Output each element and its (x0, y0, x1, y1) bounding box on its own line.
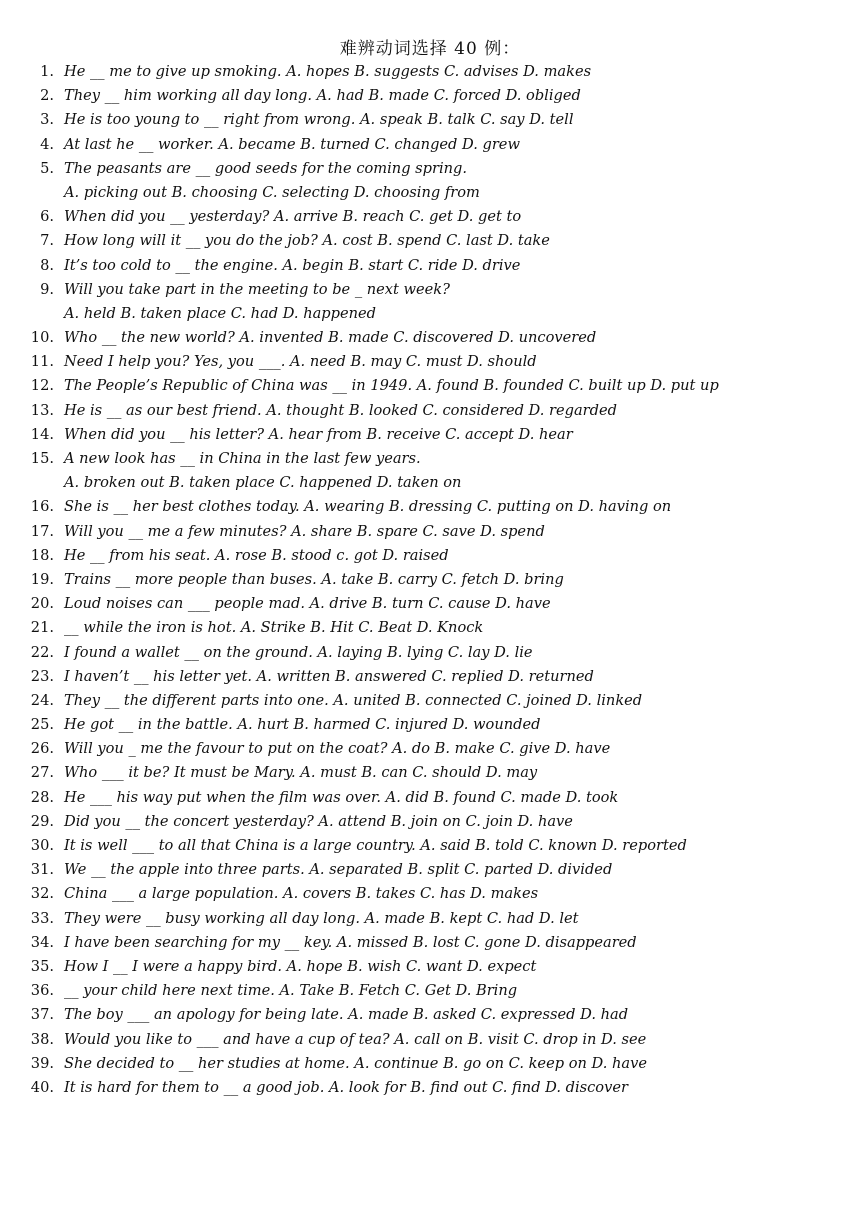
question-text: It is hard for them to __ a good job. A. look for B. find out C. find D. discover (64, 1078, 628, 1096)
question-number: 27. (30, 764, 54, 782)
question-line (0, 689, 860, 713)
question-number: 25. (30, 716, 54, 734)
question-line (0, 544, 860, 568)
question-text: It is well ___ to all that China is a large country. A. said B. told C. known D. reported (64, 837, 687, 854)
question-number: 2. (40, 87, 54, 105)
question-line (0, 858, 860, 882)
question-text: I have been searching for my __ key. A. missed B. lost C. gone D. disappeared (64, 933, 637, 951)
question-text: Who ___ it be? It must be Mary. A. must B. can C. should D. may (64, 764, 538, 782)
question-number: 39. (30, 1054, 54, 1072)
question-number: 36. (30, 982, 54, 1000)
question-line (0, 1003, 860, 1027)
question-line (0, 616, 860, 640)
question-number: 34. (30, 933, 54, 951)
question-number: 4. (40, 135, 54, 153)
question-text: He got __ in the battle. A. hurt B. harmed C. injured D. wounded (64, 716, 541, 734)
question-text: Loud noises can ___ people mad. A. drive B. turn C. cause D. have (64, 595, 551, 613)
question-text: They __ him working all day long. A. had B. made C. forced D. obliged (64, 87, 581, 105)
question-number: 29. (30, 812, 54, 830)
question-number: 18. (30, 546, 54, 564)
question-text: Need I help you? Yes, you ___. A. need B. may C. must D. should (64, 353, 537, 371)
question-number: 11. (30, 353, 54, 371)
question-text: He is __ as our best friend. A. thought B. looked C. considered D. regarded (64, 401, 617, 419)
question-text: She decided to __ her studies at home. A. continue B. go on C. keep on D. have (64, 1054, 647, 1072)
question-number: 31. (30, 861, 54, 879)
question-line (0, 520, 860, 544)
question-line (0, 1076, 860, 1100)
question-text: The peasants are __ good seeds for the coming spring. (64, 159, 468, 177)
question-line (0, 278, 860, 302)
question-text: Would you like to ___ and have a cup of tea? A. call on B. visit C. drop in D. see (64, 1030, 647, 1048)
question-number: 7. (40, 232, 54, 250)
question-number: 15. (30, 450, 54, 467)
question-line (0, 181, 860, 205)
question-number: 24. (30, 691, 54, 709)
question-line (0, 423, 860, 447)
question-number: 6. (40, 208, 54, 226)
question-number: 21. (30, 619, 54, 637)
question-line (0, 254, 860, 278)
question-line (0, 931, 860, 955)
question-text: How I __ I were a happy bird. A. hope B. wish C. want D. expect (64, 957, 537, 975)
question-list (0, 60, 860, 1100)
question-number: 22. (30, 643, 54, 661)
question-number: 5. (40, 159, 54, 177)
question-text: Who __ the new world? A. invented B. made C. discovered D. uncovered (64, 329, 597, 347)
question-text: I haven’t __ his letter yet. A. written B. answered C. replied D. returned (64, 667, 594, 685)
question-number: 40. (30, 1078, 54, 1096)
question-text: He __ me to give up smoking. A. hopes B. suggests C. advises D. makes (64, 63, 592, 80)
question-number: 32. (30, 885, 54, 903)
page-title: 难辨动词选择 40 例： (339, 39, 521, 59)
question-line (0, 302, 860, 326)
question-line (0, 108, 860, 132)
question-line (0, 882, 860, 906)
question-text: They __ the different parts into one. A. united B. connected C. joined D. linked (64, 691, 643, 709)
question-line (0, 60, 860, 84)
question-text: When did you __ his letter? A. hear from B. receive C. accept D. hear (64, 425, 573, 443)
question-line (0, 665, 860, 689)
question-line (0, 568, 860, 592)
question-text: I found a wallet __ on the ground. A. laying B. lying C. lay D. lie (64, 643, 533, 661)
question-line (0, 834, 860, 858)
question-text: A new look has __ in China in the last few years. (64, 450, 421, 467)
question-text: __ your child here next time. A. Take B. Fetch C. Get D. Bring (64, 982, 518, 1000)
question-line (0, 955, 860, 979)
question-text: It’s too cold to __ the engine. A. begin B. start C. ride D. drive (64, 256, 521, 274)
question-text: He ___ his way put when the film was over. A. did B. found C. made D. took (64, 788, 619, 806)
question-number: 10. (30, 329, 54, 347)
question-line (0, 1052, 860, 1076)
question-line (0, 737, 860, 761)
question-number: 38. (30, 1030, 54, 1048)
question-line (0, 447, 860, 471)
question-number: 35. (30, 957, 54, 975)
question-text: How long will it __ you do the job? A. cost B. spend C. last D. take (64, 232, 550, 250)
question-number: 30. (30, 837, 54, 854)
question-text: The boy ___ an apology for being late. A. made B. asked C. expressed D. had (64, 1006, 629, 1024)
question-text: A. picking out B. choosing C. selecting D. choosing from (64, 183, 480, 201)
question-text: Did you __ the concert yesterday? A. attend B. join on C. join D. have (64, 812, 573, 830)
question-number: 16. (30, 498, 54, 516)
question-number: 14. (30, 425, 54, 443)
question-number: 20. (30, 595, 54, 613)
question-line (0, 810, 860, 834)
question-text: Will you _ me the favour to put on the coat? A. do B. make C. give D. have (64, 740, 611, 758)
question-line (0, 374, 860, 398)
question-number: 12. (30, 377, 54, 395)
question-text: He __ from his seat. A. rose B. stood c. got D. raised (64, 546, 449, 564)
question-text: China ___ a large population. A. covers B. takes C. has D. makes (64, 885, 539, 903)
question-text: At last he __ worker. A. became B. turned C. changed D. grew (64, 135, 520, 153)
question-line (0, 495, 860, 519)
question-line (0, 229, 860, 253)
question-number: 28. (30, 788, 54, 806)
question-text: We __ the apple into three parts. A. separated B. split C. parted D. divided (64, 861, 613, 879)
question-line (0, 761, 860, 785)
question-text: She is __ her best clothes today. A. wearing B. dressing C. putting on D. having on (64, 498, 672, 516)
question-line (0, 471, 860, 495)
question-text: The People’s Republic of China was __ in 1949. A. found B. founded C. built up D. put up (64, 377, 719, 395)
question-line (0, 907, 860, 931)
question-number: 17. (30, 522, 54, 540)
question-text: When did you __ yesterday? A. arrive B. reach C. get D. get to (64, 208, 522, 226)
question-line (0, 133, 860, 157)
question-line (0, 786, 860, 810)
question-line (0, 592, 860, 616)
question-line (0, 350, 860, 374)
question-line (0, 1028, 860, 1052)
question-number: 37. (30, 1006, 54, 1024)
question-line (0, 641, 860, 665)
question-number: 13. (30, 401, 54, 419)
question-text: They were __ busy working all day long. A. made B. kept C. had D. let (64, 909, 579, 927)
question-line (0, 84, 860, 108)
question-text: Will you __ me a few minutes? A. share B. spare C. save D. spend (64, 522, 545, 540)
question-line (0, 713, 860, 737)
question-line (0, 979, 860, 1003)
question-number: 26. (30, 740, 54, 758)
question-line (0, 399, 860, 423)
question-number: 9. (40, 280, 54, 298)
question-number: 33. (30, 909, 54, 927)
question-text: __ while the iron is hot. A. Strike B. Hit C. Beat D. Knock (64, 619, 484, 637)
question-line (0, 205, 860, 229)
question-number: 3. (40, 111, 54, 129)
question-text: A. held B. taken place C. had D. happened (64, 304, 377, 322)
question-line (0, 157, 860, 181)
question-number: 1. (40, 63, 54, 80)
question-text: A. broken out B. taken place C. happened D. taken on (64, 474, 462, 492)
question-line (0, 326, 860, 350)
question-number: 8. (40, 256, 54, 274)
question-number: 23. (30, 667, 54, 685)
question-text: Will you take part in the meeting to be _ next week? (64, 280, 450, 298)
question-text: He is too young to __ right from wrong. A. speak B. talk C. say D. tell (64, 111, 574, 129)
question-text: Trains __ more people than buses. A. take B. carry C. fetch D. bring (64, 570, 564, 588)
question-number: 19. (30, 570, 54, 588)
